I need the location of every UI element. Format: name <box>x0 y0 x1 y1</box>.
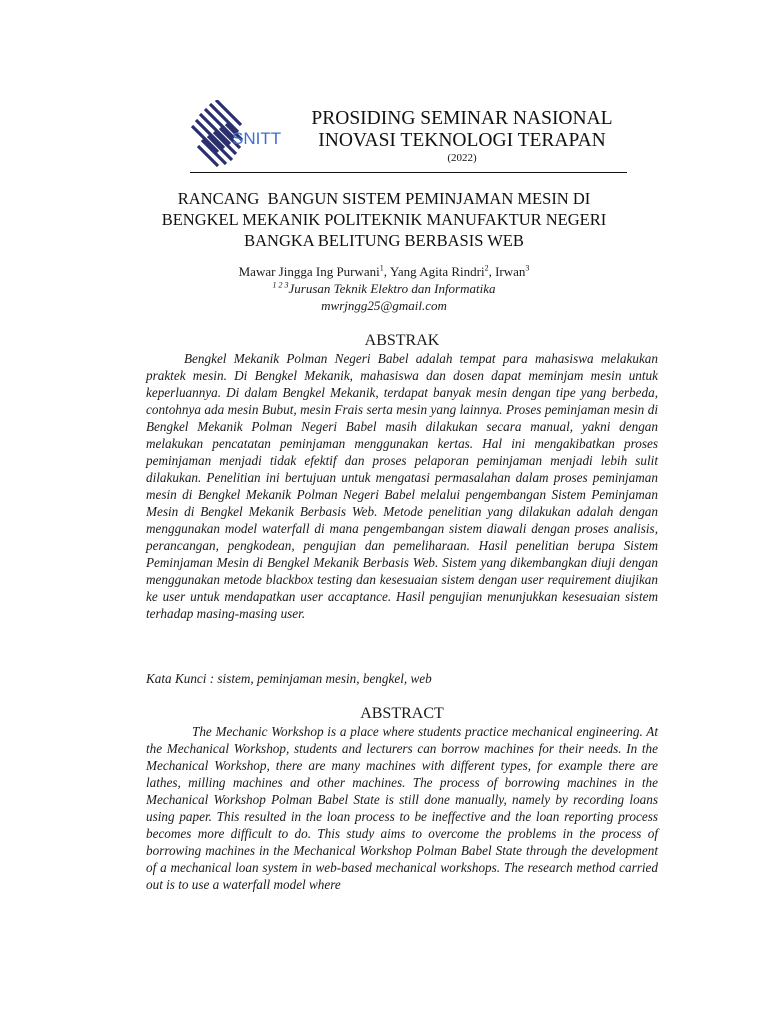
abstract-body: The Mechanic Workshop is a place where students practice mechanical engineering. At the Mechanical Workshop, students and lecturers can borrow machines for their needs. In the Mechanical Workshop, there are many machines with different types, for example there are lathes, milling machines and other machines. The process of borrowing machines in the Mechanical Workshop Polman Babel State is still done manually, namely by recording loans using paper. This resulted in the loan process to be ineffective and the loan reporting process becomes more difficult to do. This study aims to overcome the problems in the process of borrowing machines in the Mechanical Workshop Polman Babel State through the development of a mechanical loan system in web-based mechanical workshops. The research method carried out is to use a waterfall model where <box>146 724 658 892</box>
author-mark: 2 <box>484 263 489 273</box>
contact-email: mwrjngg25@gmail.com <box>321 298 447 313</box>
journal-title <box>296 108 628 152</box>
author-mark: 1 <box>379 263 384 273</box>
journal-title-line2: INOVASI TEKNOLOGI TERAPAN <box>318 130 606 151</box>
paper-title-line2: BENGKEL MEKANIK POLITEKNIK MANUFAKTUR NEGERI <box>161 210 607 229</box>
journal-year: (2022) <box>447 152 477 164</box>
paper-title-line1: RANCANG BANGUN SISTEM PEMINJAMAN MESIN DI <box>177 189 591 208</box>
snitt-logo-icon <box>186 100 286 170</box>
journal-title-line1: PROSIDING SEMINAR NASIONAL <box>311 108 613 129</box>
keywords: Kata Kunci : sistem, peminjaman mesin, bengkel, web <box>146 671 432 686</box>
abstrak-body: Bengkel Mekanik Polman Negeri Babel adalah tempat para mahasiswa melakukan praktek mesin. Di Bengkel Mekanik, mahasiswa dan dosen dapat meminjam mesin untuk keperluannya. Di dalam Bengkel Mekanik, terdapat banyak mesin dengan tipe yang berbeda, contohnya ada mesin Bubut, mesin Frais serta mesin yang lainnya. Proses peminjaman mesin di Bengkel Mekanik Polman Negeri Babel masih dilakukan secara manual, yakni dengan melakukan pencatatan peminjaman menggunakan kertas. Hal ini mengakibatkan proses peminjaman menjadi tidak efektif dan proses pelaporan peminjaman menjadi lebih sulit dilakukan. Penelitian ini bertujuan untuk mengatasi permasalahan dalam proses peminjaman mesin di Bengkel Mekanik Polman Negeri Babel melalui pengembangan Sistem Peminjaman Mesin di Bengkel Mekanik Berbasis Web. Metode penelitian yang dilakukan adalah dengan menggunakan model waterfall di mana pengembangan sistem diawali dengan proses analisis, perancangan, pengkodean, pengujian dan pemeliharaan. Hasil penelitian berupa Sistem Peminjaman Mesin di Bengkel Mekanik Berbasis Web. Sistem yang dikembangkan diuji dengan menggunakan metode blackbox testing dan kesesuaian sistem dengan user requirement diujikan ke user untuk mendapatkan user accaptance. Hasil pengujian menunjukkan kesesuaian sistem terhadap masing-masing user. <box>146 351 658 621</box>
abstract-heading: ABSTRACT <box>360 705 444 722</box>
paper-title-line3: BANGKA BELITUNG BERBASIS WEB <box>244 231 524 250</box>
paper-title <box>110 188 658 251</box>
svg-text:SNITT: SNITT <box>232 129 282 148</box>
author-separator: , <box>488 264 496 279</box>
abstrak-heading: ABSTRAK <box>364 332 440 349</box>
header-divider <box>190 172 627 173</box>
author-separator: , <box>383 264 390 279</box>
journal-header <box>186 100 628 172</box>
affiliation-marks: 1 2 3 <box>272 280 289 290</box>
affiliation-text: Jurusan Teknik Elektro dan Informatika <box>288 281 496 296</box>
author-name: Irwan <box>495 264 526 279</box>
author-name: Yang Agita Rindri <box>389 264 485 279</box>
affiliation <box>110 281 658 297</box>
snitt-logo <box>186 100 286 170</box>
author-list <box>110 264 658 280</box>
author-name: Mawar Jingga Ing Purwani <box>238 264 380 279</box>
author-mark: 3 <box>525 263 530 273</box>
